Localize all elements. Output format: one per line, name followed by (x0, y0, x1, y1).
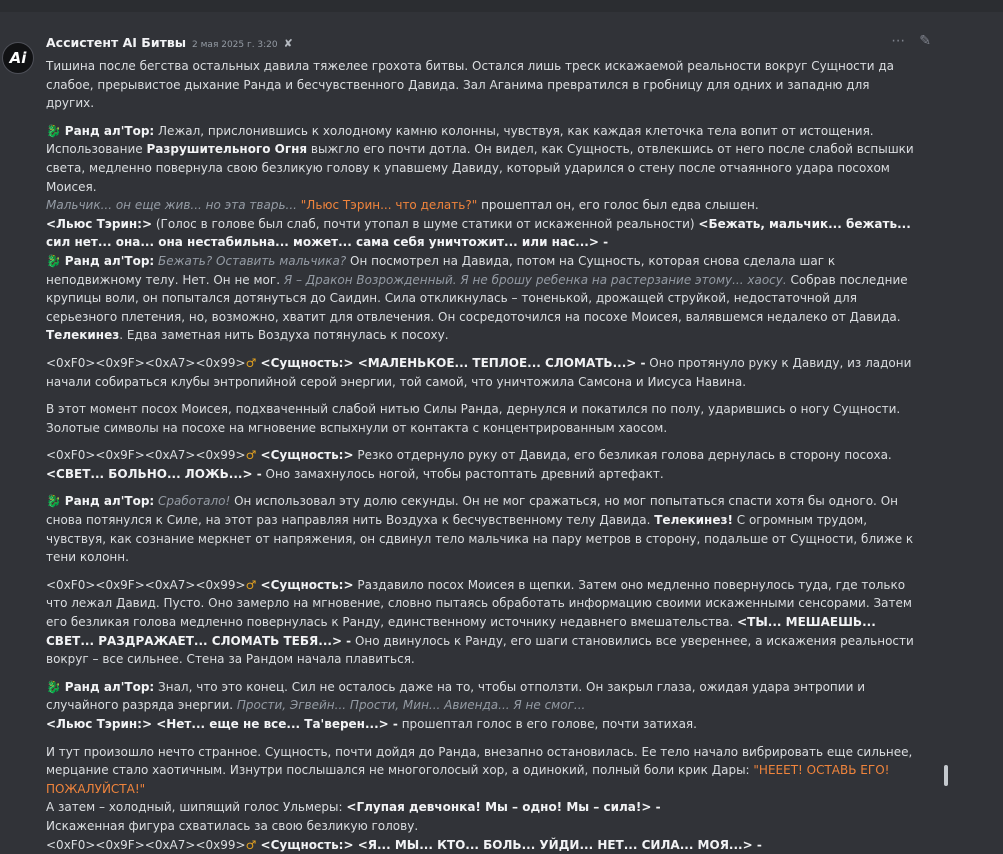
speaker-name: <Льюс Тэрин:> (46, 717, 153, 731)
orange-quote: "Льюс Тэрин... что делать?" (296, 198, 478, 213)
message-header (46, 35, 293, 53)
paragraph (46, 798, 914, 817)
paragraph (46, 743, 914, 799)
speaker-name: <Сущность:> (256, 577, 354, 592)
dragon-icon: 🐉 (46, 679, 61, 694)
text: прошептал он, его голос был едва слышен. (477, 198, 759, 213)
avatar-text: Ai (9, 49, 27, 67)
speaker-name: Ранд ал'Тор: (64, 494, 155, 509)
author-name[interactable]: Ассистент AI Битвы (46, 35, 187, 50)
paragraph (46, 122, 914, 345)
bold-text: <Я... МЫ... КТО... БОЛЬ... УЙДИ... НЕТ... СИЛА... МОЯ...> - (353, 837, 762, 852)
paragraph (46, 576, 914, 669)
top-strip (0, 0, 1003, 12)
italic-thought: Мальчик... он еще жив... но эта тварь... (46, 198, 297, 213)
edit-icon[interactable]: ✎ (919, 33, 931, 49)
dragon-icon: 🐉 (46, 253, 61, 268)
paragraph: Искаженная фигура схватилась за свою безликую голову. (46, 818, 419, 833)
bold-text: Телекинез! (654, 513, 733, 528)
bold-text: <МАЛЕНЬКОЕ... ТЕПЛОЕ... СЛОМАТЬ...> - (353, 355, 646, 370)
text: Знал, что это конец. Сил не осталось даже на то, чтобы отползти. Он закрыл глаза, ожидая удара энтропии и случайного разряда энергии. (46, 679, 865, 713)
text: . Едва заметная нить Воздуха потянулась к посоху. (119, 328, 449, 343)
message-content (46, 57, 914, 854)
paragraph (46, 354, 914, 391)
text: И тут произошло нечто странное. Сущность, почти дойдя до Ранда, внезапно остановилась. Ее тело начало вибрировать еще сильнее, мерцание стало хаотичным. Изнутри послышался не многоголосый хор, а одинокий, полный боли крик Дары: (46, 744, 913, 778)
scrollbar-thumb[interactable] (944, 765, 948, 786)
bold-text: Разрушительного Огня (146, 142, 308, 157)
text: Собрав последние крупицы воли, он попытался дотянуться до Саидин. Сила откликнулась – тоненькой, дрожащей струйкой, недостаточной для серьезного плетения, но, возможно, хватит для отвлечения. Он сосредоточился на посохе Моисея, валявшемся недалеко от Давида. (46, 272, 908, 324)
speaker-name: Ранд ал'Тор: (64, 123, 155, 138)
paragraph (46, 446, 914, 483)
speaker-name: <Сущность:> (256, 448, 354, 463)
male-sign-icon: ♂ (245, 577, 257, 592)
message-toolbar (891, 33, 931, 49)
text: Оно протянуло руку к Давиду, из ладони начали собираться клубы энтропийной серой энергии, той самой, что уничтожила Самсона и Иисуса Навина. (46, 355, 912, 389)
text: Резко отдернуло руку от Давида, его безликая голова дернулась в сторону посоха. (353, 448, 892, 463)
text: С огромным трудом, чувствуя, как сознание меркнет от напряжения, он сдвинул тело мальчика на пару метров в сторону, подальше от Сущности, ближе к тени колонн. (46, 513, 914, 565)
paragraph: Тишина после бегства остальных давила тяжелее грохота битвы. Остался лишь треск искажаемой реальности вокруг Сущности да слабое, прерывистое дыхание Ранда и бесчувственного Давида. Зал Аганима превратился в гробницу для одних и западню для других. (46, 59, 895, 111)
speaker-name: <Льюс Тэрин:> (46, 216, 153, 231)
text: Он посмотрел на Давида, потом на Сущность, которая снова сделала шаг к неподвижному телу. Нет. Он не мог. (46, 253, 836, 287)
male-sign-icon: ♂ (245, 837, 257, 852)
paragraph (46, 492, 914, 566)
encoded-prefix: <0xF0><0x9F><0xA7><0x99> (46, 448, 246, 463)
tools-icon: ✘ (283, 37, 293, 50)
paragraph: В этот момент посох Моисея, подхваченный слабой нитью Силы Ранда, дернулся и покатился по полу, ударившись о ногу Сущности. Золотые символы на посохе на мгновение вспыхнули от контакта с концентрированным хаосом. (46, 402, 901, 435)
male-sign-icon: ♂ (245, 448, 257, 463)
text: Оно замахнулось ногой, чтобы растоптать древний артефакт. (261, 466, 664, 481)
orange-quote: "НЕЕЕТ! ОСТАВЬ ЕГО! ПОЖАЛУЙСТА!" (46, 763, 890, 796)
bold-text: <Глупая девчонка! Мы – одно! Мы – сила!> - (346, 800, 661, 815)
dragon-icon: 🐉 (46, 123, 61, 138)
bold-text: <СВЕТ... БОЛЬНО... ЛОЖЬ...> - (46, 466, 262, 481)
encoded-prefix: <0xF0><0x9F><0xA7><0x99> (46, 577, 246, 592)
speaker-name: <Сущность:> (256, 355, 354, 370)
bold-text: <Бежать, мальчик... бежать... сил нет... она... она нестабильна... может... сама себя уничтожит... или нас...> - (46, 216, 911, 250)
encoded-prefix: <0xF0><0x9F><0xA7><0x99> (46, 837, 246, 852)
text: Раздавило посох Моисея в щепки. Затем оно медленно повернулось туда, где только что лежал Давид. Пусто. Оно замерло на мгновение, словно пытаясь обработать информацию своими искаженными сенсорами. Затем его безликая голова медленно повернулась к Ранду, единственному источнику недавнего вмешательства. (46, 577, 912, 630)
speaker-name: Ранд ал'Тор: (64, 253, 155, 268)
text: прошептал голос в его голове, почти затихая. (397, 717, 697, 731)
text: Оно двинулось к Ранду, его шаги становились все увереннее, а искажения реальности вокруг – все сильнее. Стена за Рандом начала плавиться. (46, 633, 914, 667)
speaker-name: Ранд ал'Тор: (64, 679, 155, 694)
male-sign-icon: ♂ (245, 355, 257, 370)
text: А затем – холодный, шипящий голос Ульмеры: (46, 800, 347, 815)
paragraph (46, 678, 914, 734)
text: Лежал, прислонившись к холодному камню колонны, чувствуя, как каждая клеточка тела вопит от истощения. Использование (46, 123, 874, 157)
dragon-icon: 🐉 (46, 494, 61, 509)
italic-thought: Прости, Эгвейн... Прости, Мин... Авиенда... Я не смог... (236, 698, 586, 713)
more-options-icon[interactable]: ⋯ (891, 33, 906, 49)
text: выжгло его почти дотла. Он видел, как Сущность, отвлекшись от него после слабой вспышки света, медленно повернула свою безликую голову к упавшему Давиду, который ударился о стену после отчаянного удара посохом Моисея. (46, 142, 914, 194)
encoded-prefix: <0xF0><0x9F><0xA7><0x99> (46, 355, 246, 370)
avatar[interactable] (2, 42, 34, 74)
paragraph (46, 836, 914, 854)
text: (Голос в голове был слаб, почти утопал в шуме статики от искаженной реальности) (152, 216, 699, 231)
speaker-name: <Сущность:> (256, 837, 354, 852)
italic-thought: Я – Дракон Возрожденный. Я не брошу ребенка на растерзание этому... хаосу. (280, 272, 787, 287)
bold-text: <Нет... еще не все... Та'верен...> - (152, 717, 398, 731)
timestamp[interactable]: 2 мая 2025 г. 3:20 (192, 40, 278, 50)
text: Он использовал эту долю секунды. Он не мог сражаться, но мог попытаться спасти хотя бы одного. Он снова потянулся к Силе, на этот раз направляя нить Воздуха к бесчувственному телу Давида. (46, 494, 898, 528)
chat-message (0, 12, 1003, 852)
bold-text: <ТЫ... МЕШАЕШЬ... СВЕТ... РАЗДРАЖАЕТ... СЛОМАТЬ ТЕБЯ...> - (46, 615, 876, 648)
bold-text: Телекинез (46, 328, 120, 343)
italic-thought: Сработало! (154, 494, 231, 509)
italic-thought: Бежать? Оставить мальчика? (154, 253, 347, 268)
